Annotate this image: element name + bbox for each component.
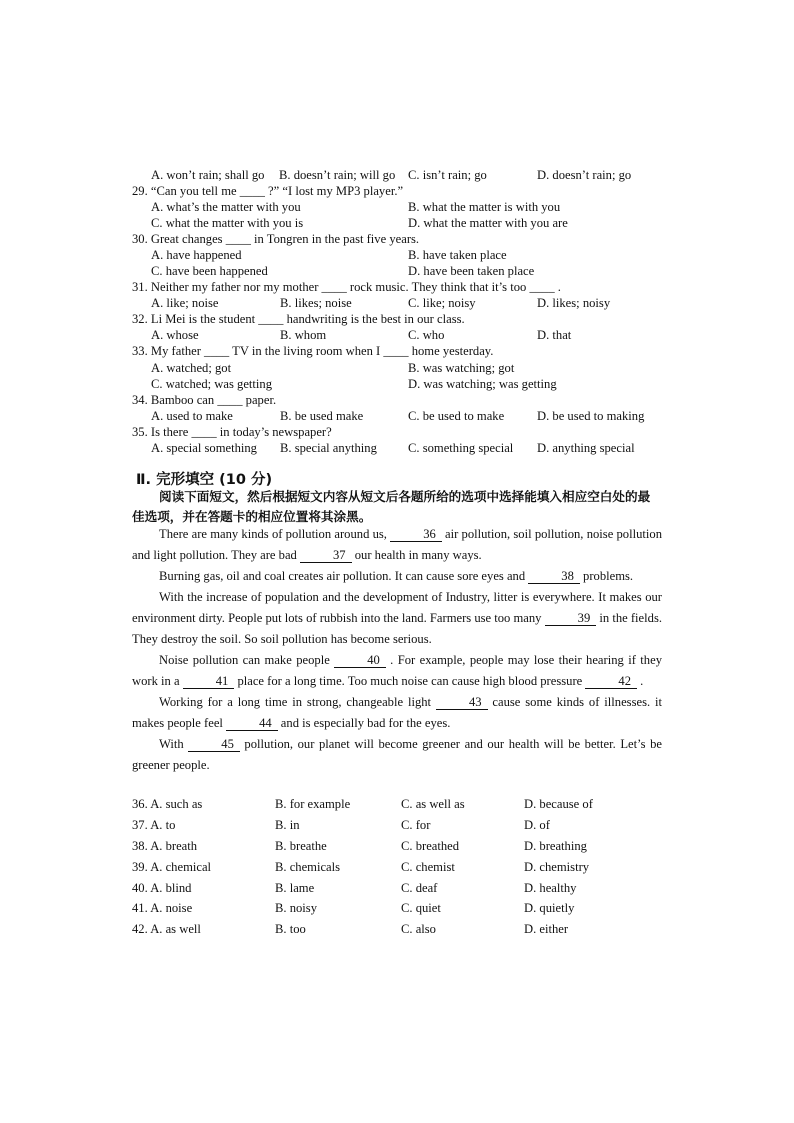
answer-40-b: B. lame [275, 881, 315, 895]
q31-option-b: B. likes; noise [280, 296, 352, 310]
q34-option-d: D. be used to making [537, 409, 645, 423]
answer-36-c: C. as well as [401, 797, 465, 811]
passage-paragraph: There are many kinds of pollution around us, 36 air pollution, soil pollution, noise pollution and light pollution. They are bad 37 our health in many ways. [132, 527, 662, 562]
blank-41: 41 [183, 674, 235, 689]
answer-39-b: B. chemicals [275, 860, 341, 874]
q34-stem: 34. Bamboo can ____ paper. [132, 393, 277, 407]
q34-option-b: B. be used make [280, 409, 364, 423]
q33-option-a: A. watched; got [151, 361, 232, 375]
q32-option-b: B. whom [280, 328, 327, 342]
answer-42-c: C. also [401, 922, 436, 936]
blank-40: 40 [334, 653, 386, 668]
answer-39-d: D. chemistry [524, 860, 590, 874]
q33-option-b: B. was watching; got [408, 361, 515, 375]
q29-option-a: A. what’s the matter with you [151, 200, 301, 214]
passage-paragraph: Burning gas, oil and coal creates air pollution. It can cause sore eyes and 38 problems. [159, 569, 634, 583]
q28-option-b: B. doesn’t rain; will go [279, 168, 396, 182]
cloze-passage [132, 524, 662, 776]
q32-option-d: D. that [537, 328, 572, 342]
answer-41-d: D. quietly [524, 901, 575, 915]
q34-option-c: C. be used to make [408, 409, 505, 423]
answer-39-a: 39. A. chemical [132, 860, 212, 874]
blank-43: 43 [436, 695, 488, 710]
answer-42-b: B. too [275, 922, 306, 936]
answer-41-c: C. quiet [401, 901, 441, 915]
answer-38-b: B. breathe [275, 839, 327, 853]
answer-38-a: 38. A. breath [132, 839, 198, 853]
passage-paragraph: Working for a long time in strong, changeable light 43 cause some kinds of illnesses. it makes people feel 44 and is especially bad for the eyes. [132, 695, 663, 730]
answer-37-a: 37. A. to [132, 818, 176, 832]
q34-option-a: A. used to make [151, 409, 233, 423]
blank-44: 44 [226, 716, 278, 731]
q35-option-c: C. something special [408, 441, 514, 455]
answer-40-a: 40. A. blind [132, 881, 192, 895]
q35-stem: 35. Is there ____ in today’s newspaper? [132, 425, 332, 439]
q35-option-d: D. anything special [537, 441, 635, 455]
q30-stem: 30. Great changes ____ in Tongren in the past five years. [132, 232, 420, 246]
q28-option-a: A. won’t rain; shall go [151, 168, 265, 182]
blank-36: 36 [390, 527, 442, 542]
answer-41-b: B. noisy [275, 901, 317, 915]
section-title: Ⅱ. 完形填空 (10 分) [136, 472, 273, 488]
blank-42: 42 [585, 674, 637, 689]
answer-37-d: D. of [524, 818, 550, 832]
answer-37-c: C. for [401, 818, 431, 832]
answer-36-a: 36. A. such as [132, 797, 203, 811]
passage-paragraph: Noise pollution can make people 40 . For example, people may lose their hearing if they work in a 41 place for a long time. Too much noise can cause high blood pressure 42 . [132, 653, 662, 688]
answer-42-d: D. either [524, 922, 569, 936]
answer-40-c: C. deaf [401, 881, 438, 895]
q33-stem: 33. My father ____ TV in the living room when I ____ home yesterday. [132, 344, 494, 358]
q32-stem: 32. Li Mei is the student ____ handwriting is the best in our class. [132, 312, 465, 326]
q35-option-b: B. special anything [280, 441, 377, 455]
passage-paragraph: With 45 pollution, our planet will become greener and our health will be better. Let’s be greener people. [132, 737, 662, 772]
answer-41-a: 41. A. noise [132, 901, 193, 915]
q29-stem: 29. “Can you tell me ____ ?” “I lost my MP3 player.” [132, 184, 404, 198]
answer-37-b: B. in [275, 818, 300, 832]
q30-option-b: B. have taken place [408, 248, 507, 262]
q28-option-c: C. isn’t rain; go [408, 168, 487, 182]
q31-option-d: D. likes; noisy [537, 296, 611, 310]
blank-45: 45 [188, 737, 240, 752]
answer-36-d: D. because of [524, 797, 593, 811]
blank-38: 38 [528, 569, 580, 584]
blank-37: 37 [300, 548, 352, 563]
q30-option-c: C. have been happened [151, 264, 268, 278]
q33-option-c: C. watched; was getting [151, 377, 273, 391]
q29-option-b: B. what the matter is with you [408, 200, 561, 214]
q35-option-a: A. special something [151, 441, 257, 455]
section-instruction: 阅读下面短文，然后根据短文内容从短文后各题所给的选项中选择能填入相应空白处的最佳选项，并在答题卡的相应位置将其涂黑。 [132, 489, 651, 524]
q29-option-c: C. what the matter with you is [151, 216, 304, 230]
q31-option-c: C. like; noisy [408, 296, 476, 310]
blank-39: 39 [545, 611, 597, 626]
q31-stem: 31. Neither my father nor my mother ____ rock music. They think that it’s too ____ . [132, 280, 561, 294]
q32-option-a: A. whose [151, 328, 199, 342]
answer-39-c: C. chemist [401, 860, 455, 874]
q30-option-d: D. have been taken place [408, 264, 535, 278]
passage-paragraph: With the increase of population and the development of Industry, litter is everywhere. It makes our environment dirty. People put lots of rubbish into the land. Farmers use too many 39 in the fields. They destroy the soil. So soil pollution has become serious. [132, 590, 662, 646]
q33-option-d: D. was watching; was getting [408, 377, 557, 391]
q31-option-a: A. like; noise [151, 296, 219, 310]
q28-option-d: D. doesn’t rain; go [537, 168, 632, 182]
answer-36-b: B. for example [275, 797, 351, 811]
q29-option-d: D. what the matter with you are [408, 216, 568, 230]
q30-option-a: A. have happened [151, 248, 242, 262]
answer-42-a: 42. A. as well [132, 922, 201, 936]
answer-38-c: C. breathed [401, 839, 460, 853]
answer-40-d: D. healthy [524, 881, 577, 895]
answer-38-d: D. breathing [524, 839, 587, 853]
q32-option-c: C. who [408, 328, 445, 342]
